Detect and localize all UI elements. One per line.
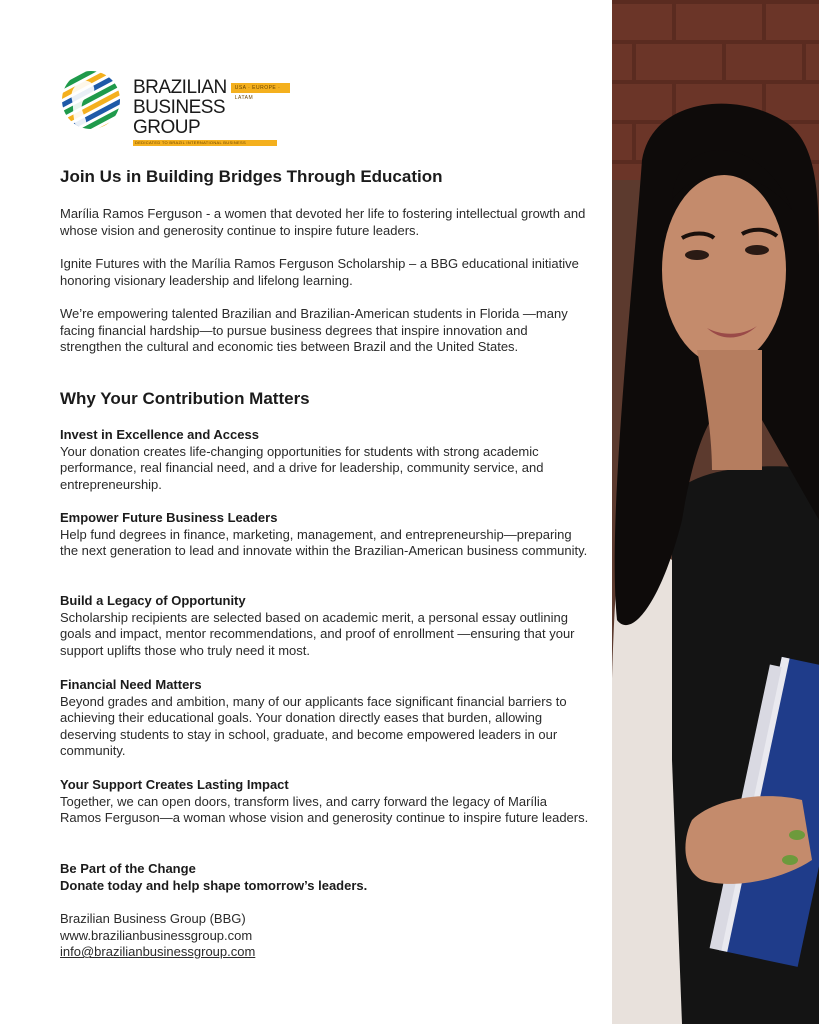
section-future-leaders	[60, 510, 590, 560]
contact-website[interactable]: www.brazilianbusinessgroup.com	[60, 927, 253, 943]
section-title: Empower Future Business Leaders	[60, 510, 278, 525]
section-financial-need	[60, 677, 590, 760]
intro-paragraph-1: Marília Ramos Ferguson - a women that devoted her life to fostering intellectual growth and whose vision and generosity continue to inspire future leaders.	[60, 206, 586, 238]
student-photo	[612, 0, 819, 1024]
section-title: Your Support Creates Lasting Impact	[60, 777, 289, 792]
main-heading: Join Us in Building Bridges Through Education	[60, 167, 443, 186]
bbg-logo	[60, 68, 290, 145]
section-excellence	[60, 427, 590, 493]
student-holding-books-illustration	[612, 0, 819, 1024]
section-body: Beyond grades and ambition, many of our applicants face significant financial barriers to achieving their educational goals. Your donation directly eases that burden, allowing deserving students to stay in school, graduate, and become empowered leaders in our community.	[60, 693, 567, 759]
intro-paragraph-3: We’re empowering talented Brazilian and Brazilian-American students in Florida —many facing financial hardship—to pursue business degrees that inspire innovation and strengthen the cultural and economic ties between Brazil and the United States.	[60, 306, 568, 355]
why-heading: Why Your Contribution Matters	[60, 389, 310, 408]
section-title: Invest in Excellence and Access	[60, 427, 259, 442]
contact-org: Brazilian Business Group (BBG)	[60, 911, 246, 926]
intro-paragraph-2: Ignite Futures with the Marília Ramos Ferguson Scholarship – a BBG educational initiative honoring visionary leadership and lifelong learning.	[60, 256, 579, 288]
contact-block	[60, 911, 590, 961]
section-body: Scholarship recipients are selected based on academic merit, a personal essay outlining goals and impact, mentor recommendations, and proof of enrollment —ensuring that your support uplifts those who truly need it most.	[60, 609, 575, 658]
cta-line1: Be Part of the Change	[60, 861, 196, 876]
contact-email-link[interactable]: info@brazilianbusinessgroup.com	[60, 944, 256, 960]
section-legacy	[60, 593, 590, 659]
cta-line2: Donate today and help shape tomorrow’s leaders.	[60, 877, 368, 893]
logo-line1: BRAZILIAN	[133, 77, 227, 98]
section-body: Your donation creates life-changing opportunities for students with strong academic performance, real financial need, and a drive for leadership, community service, and entrepreneurship.	[60, 443, 544, 492]
section-title: Financial Need Matters	[60, 677, 202, 692]
logo-line2: BUSINESS GROUP	[133, 97, 226, 138]
section-body: Help fund degrees in finance, marketing, management, and entrepreneurship—preparing the next generation to lead and innovate within the Brazilian-American business community.	[60, 526, 588, 559]
logo-tag: USA · EUROPE · LATAM	[231, 83, 290, 93]
call-to-action	[60, 861, 590, 894]
globe-stripes-icon	[60, 68, 124, 132]
section-title: Build a Legacy of Opportunity	[60, 593, 246, 608]
section-lasting-impact	[60, 777, 590, 827]
logo-subtitle: DEDICATED TO BRAZIL INTERNATIONAL BUSINESS	[133, 140, 277, 146]
section-body: Together, we can open doors, transform lives, and carry forward the legacy of Marília Ramos Ferguson—a woman whose vision and generosity continue to inspire future leaders.	[60, 793, 589, 826]
